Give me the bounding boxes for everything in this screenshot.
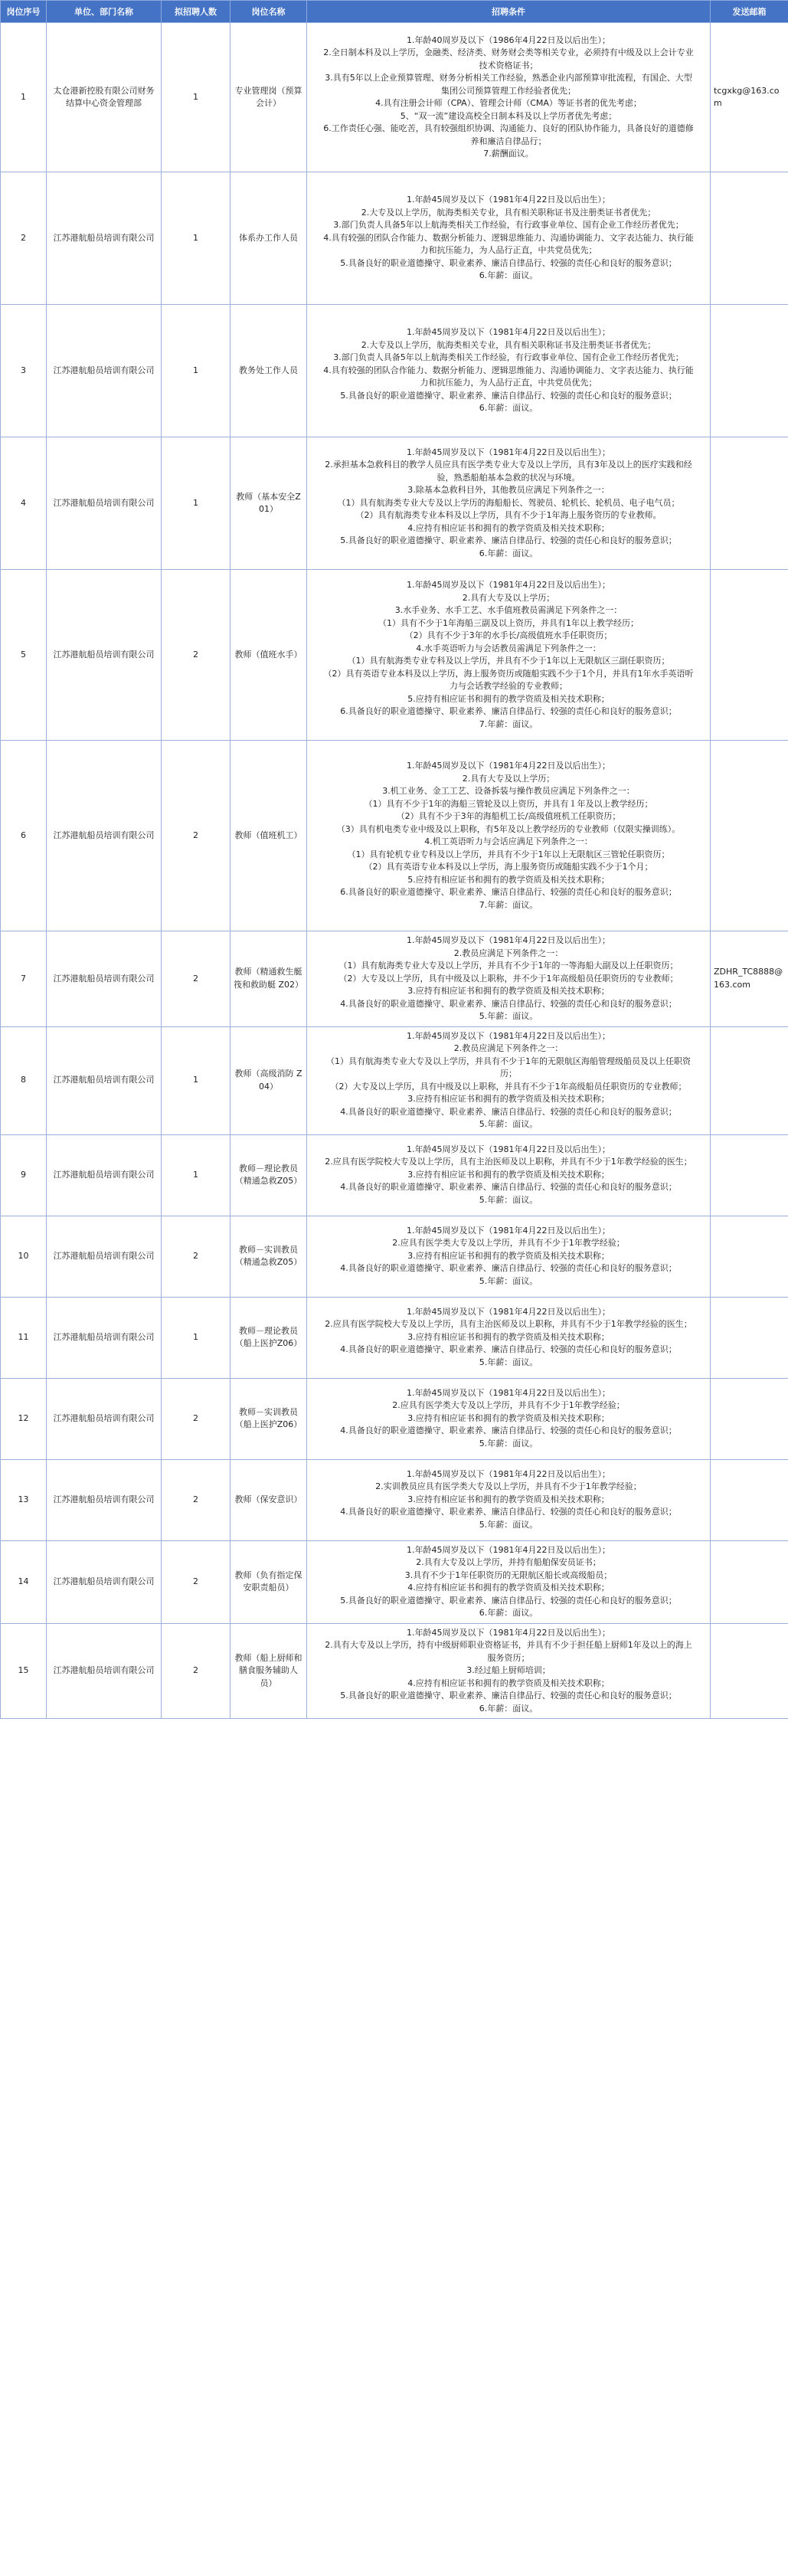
cell-email [711, 1459, 788, 1540]
requirement-line: 4.具备良好的职业道德操守、职业素养、廉洁自律品行、较强的责任心和良好的服务意识； [340, 1507, 677, 1517]
requirement-line: 6.具备良好的职业道德操守、职业素养、廉洁自律品行、较强的责任心和良好的服务意识； [340, 706, 677, 716]
requirement-line: （1）具有航海类专业大专及以上学历，并具有不少于1年的无限航区海船管理级船员及以上任职资历； [326, 1056, 691, 1079]
requirement-line: （2）大专及以上学历，具有中级及以上职称，并具有不少于1年高级船员任职资历的专业教师； [330, 1081, 687, 1092]
cell-unit: 江苏港航船员培训有限公司 [47, 437, 162, 570]
requirement-line: 6.具备良好的职业道德操守、职业素养、廉洁自律品行、较强的责任心和良好的服务意识； [340, 887, 677, 897]
cell-position-name: 教务处工作人员 [231, 305, 307, 437]
cell-headcount: 1 [162, 23, 231, 172]
requirement-line: （2）具有航海类专业本科及以上学历，具有不少于1年海上服务资历的专业教师。 [355, 510, 662, 521]
requirement-line: 3.应持有相应证书和拥有的教学资质及相关技术职称； [407, 1494, 610, 1504]
table-row [1, 1378, 788, 1459]
cell-position-name: 体系办工作人员 [231, 172, 307, 305]
requirement-line: 4.具备良好的职业道德操守、职业素养、廉洁自律品行、较强的责任心和良好的服务意识； [340, 1344, 677, 1355]
requirement-line: 5.年薪：面议。 [479, 1119, 538, 1129]
requirement-line: （1）具有不少于1年海船三副及以上资历，并具有1年以上教学经历； [378, 617, 639, 628]
requirement-line: 5.年薪：面议。 [479, 1438, 538, 1448]
table-row [1, 1623, 788, 1719]
cell-unit: 江苏港航船员培训有限公司 [47, 1378, 162, 1459]
cell-headcount: 2 [162, 570, 231, 741]
cell-email[interactable]: tcgxkg@163.com [711, 23, 788, 172]
requirement-line: 2.应具有医学类大专及以上学历，并具有不少于1年教学经验； [392, 1238, 625, 1249]
requirement-line: 3.应持有相应证书和拥有的教学资质及相关技术职称； [407, 986, 610, 996]
cell-headcount: 1 [162, 1134, 231, 1216]
requirement-line: 3.具有5年以上企业预算管理、财务分析相关工作经验，熟悉企业内部预算审批流程，有国企、大型集团公司预算管理工作经验者优先； [325, 73, 692, 96]
requirement-line: 6.年薪：面议。 [479, 548, 538, 558]
cell-position-no: 8 [1, 1026, 47, 1134]
cell-email [711, 741, 788, 931]
cell-position-no: 9 [1, 1134, 47, 1216]
cell-position-name: 教师－理论教员（精通急救Z05） [231, 1134, 307, 1216]
requirement-line: （2）大专及以上学历，具有中级及以上职称，并不少于1年高级船员任职资历的专业教师； [338, 973, 678, 984]
cell-unit: 江苏港航船员培训有限公司 [47, 1134, 162, 1216]
cell-position-no: 1 [1, 23, 47, 172]
cell-headcount: 1 [162, 1026, 231, 1134]
requirement-line: 5.应持有相应证书和拥有的教学资质及相关技术职称； [407, 874, 610, 885]
cell-email [711, 1134, 788, 1216]
requirement-line: 1.年龄45周岁及以下（1981年4月22日及以后出生）； [407, 1030, 610, 1041]
requirement-line: 3.具有不少于1年任职资历的无限航区船长或高级船员； [404, 1569, 613, 1580]
table-row [1, 1134, 788, 1216]
cell-headcount: 2 [162, 1459, 231, 1540]
cell-position-name: 教师（值班水手） [231, 570, 307, 741]
requirement-line: 3.应持有相应证书和拥有的教学资质及相关技术职称； [407, 1250, 610, 1261]
requirement-line: 4.具有较强的团队合作能力、数据分析能力、逻辑思维能力、沟通协调能力、文字表达能力、执行能力和抗压能力，为人品行正直，中共党员优先； [323, 365, 694, 388]
requirement-line: 4.具备良好的职业道德操守、职业素养、廉洁自律品行、较强的责任心和良好的服务意识； [340, 1182, 677, 1193]
cell-position-name: 教师－实训教员（精通急救Z05） [231, 1216, 307, 1297]
cell-headcount: 1 [162, 305, 231, 437]
requirement-line: 5.具备良好的职业道德操守、职业素养、廉洁自律品行、较强的责任心和良好的服务意识； [340, 257, 677, 268]
requirement-line: （1）具有航海类专业大专及以上学历，并具有不少于1年的一等海船大副及以上任职资历； [338, 961, 678, 971]
cell-email [711, 172, 788, 305]
header-row [1, 1, 788, 23]
cell-email [711, 570, 788, 741]
cell-headcount: 1 [162, 1297, 231, 1378]
cell-headcount: 2 [162, 1378, 231, 1459]
cell-unit: 江苏港航船员培训有限公司 [47, 1459, 162, 1540]
header-position-no: 岗位序号 [1, 1, 47, 23]
cell-position-name: 教师（船上厨师和膳食服务辅助人员） [231, 1623, 307, 1719]
cell-position-no: 10 [1, 1216, 47, 1297]
requirement-line: 4.具有注册会计师（CPA）、管理会计师（CMA）等证书者的优先考虑； [375, 98, 642, 108]
table-row [1, 1540, 788, 1623]
table-row [1, 1216, 788, 1297]
requirement-line: 5.应持有相应证书和拥有的教学资质及相关技术职称； [407, 693, 610, 704]
requirement-line: 1.年龄45周岁及以下（1981年4月22日及以后出生）； [407, 935, 610, 945]
cell-requirements [307, 437, 711, 570]
cell-requirements [307, 931, 711, 1027]
cell-email [711, 1026, 788, 1134]
table-row [1, 570, 788, 741]
cell-position-no: 4 [1, 437, 47, 570]
cell-position-no: 14 [1, 1540, 47, 1623]
table-row [1, 741, 788, 931]
requirement-line: 2.具有大专及以上学历； [462, 773, 555, 784]
cell-headcount: 1 [162, 437, 231, 570]
cell-unit: 太仓港新控股有限公司财务结算中心资金管理部 [47, 23, 162, 172]
requirement-line: 1.年龄45周岁及以下（1981年4月22日及以后出生）； [407, 447, 610, 457]
header-requirements: 招聘条件 [307, 1, 711, 23]
requirement-line: 5.年薪：面议。 [479, 1357, 538, 1367]
requirement-line: 2.大专及以上学历，航海类相关专业，具有相关职称证书及注册类证书者优先； [361, 207, 656, 218]
requirement-line: 6.年薪：面议。 [479, 1608, 538, 1618]
cell-email [711, 1540, 788, 1623]
requirement-line: （2）具有英语专业本科及以上学历，海上服务资历或随船实践不少于1个月，并具有1年水手英语听力与会话教学经验的专业教师； [323, 668, 694, 691]
cell-headcount: 2 [162, 1540, 231, 1623]
requirement-line: 7.年薪：面议。 [479, 718, 538, 729]
requirement-line: 5.年薪：面议。 [479, 1194, 538, 1205]
table-row [1, 1297, 788, 1378]
requirement-line: 2.大专及以上学历，航海类相关专业，具有相关职称证书及注册类证书者优先； [361, 339, 656, 350]
cell-requirements [307, 1459, 711, 1540]
requirement-line: 4.具备良好的职业道德操守、职业素养、廉洁自律品行、较强的责任心和良好的服务意识； [340, 1263, 677, 1274]
requirement-line: 2.承担基本急救科目的教学人员应具有医学类专业大专及以上学历，具有3年及以上的医疗实践和经验，熟悉船舶基本急救的状况与环境。 [325, 460, 692, 483]
cell-unit: 江苏港航船员培训有限公司 [47, 1297, 162, 1378]
requirement-line: 1.年龄40周岁及以下（1986年4月22日及以后出生）； [407, 34, 610, 45]
requirement-line: 3.机工业务、金工工艺、设备拆装与操作教员应满足下列条件之一： [382, 786, 635, 796]
cell-email [711, 1216, 788, 1297]
cell-headcount: 2 [162, 931, 231, 1027]
requirement-line: 7.年薪：面议。 [479, 899, 538, 910]
requirement-line: 1.年龄45周岁及以下（1981年4月22日及以后出生）； [407, 195, 610, 205]
requirement-line: 6.工作责任心强、能吃苦，具有较强组织协调、沟通能力、良好的团队协作能力，具备良好的道德修养和廉洁自律品行； [323, 123, 694, 146]
requirement-line: 1.年龄45周岁及以下（1981年4月22日及以后出生）； [407, 761, 610, 771]
cell-requirements [307, 305, 711, 437]
requirement-line: 1.年龄45周岁及以下（1981年4月22日及以后出生）； [407, 580, 610, 590]
cell-unit: 江苏港航船员培训有限公司 [47, 1623, 162, 1719]
requirement-line: 1.年龄45周岁及以下（1981年4月22日及以后出生）； [407, 1387, 610, 1398]
requirement-line: 4.具备良好的职业道德操守、职业素养、廉洁自律品行、较强的责任心和良好的服务意识； [340, 998, 677, 1009]
requirement-line: 3.应持有相应证书和拥有的教学资质及相关技术职称； [407, 1169, 610, 1180]
requirement-line: 4.具备良好的职业道德操守、职业素养、廉洁自律品行、较强的责任心和良好的服务意识； [340, 1106, 677, 1117]
requirement-line: 5.年薪：面议。 [479, 1275, 538, 1286]
cell-requirements [307, 741, 711, 931]
cell-position-no: 15 [1, 1623, 47, 1719]
requirement-line: 4.应持有相应证书和拥有的教学资质及相关技术职称； [407, 1583, 610, 1592]
cell-position-name: 教师（保安意识） [231, 1459, 307, 1540]
cell-requirements [307, 1134, 711, 1216]
requirement-line: 2.具有大专及以上学历，持有中级厨师职业资格证书，并具有不少于担任船上厨师1年及以上的海上服务资历； [325, 1640, 692, 1663]
requirement-line: 2.应具有医学院校大专及以上学历，具有主治医师及以上职称，并具有不少于1年教学经验的医生； [325, 1319, 692, 1330]
cell-requirements [307, 1378, 711, 1459]
table-row [1, 437, 788, 570]
cell-email [711, 305, 788, 437]
requirement-line: （1）具有不少于1年的海船三管轮及以上资历，并具有１年及以上教学经历； [364, 798, 653, 809]
cell-position-no: 5 [1, 570, 47, 741]
requirement-line: 2.具有大专及以上学历； [462, 592, 555, 603]
cell-position-no: 6 [1, 741, 47, 931]
requirement-line: （2）具有英语专业本科及以上学历，海上服务资历或随船实践不少于1个月； [364, 862, 653, 872]
cell-unit: 江苏港航船员培训有限公司 [47, 1540, 162, 1623]
cell-position-name: 教师（基本安全Z01） [231, 437, 307, 570]
requirement-line: 2.应具有医学类大专及以上学历，并具有不少于1年教学经验； [392, 1400, 625, 1411]
cell-position-name: 教师－实训教员（船上医护Z06） [231, 1378, 307, 1459]
requirement-line: 3.水手业务、水手工艺、水手值班教员需满足下列条件之一： [394, 605, 623, 615]
requirement-line: 6.年薪：面议。 [479, 270, 538, 281]
requirement-line: 5、“双一流”建设高校全日制本科及以上学历者优先考虑； [400, 110, 617, 121]
requirement-line: 1.年龄45周岁及以下（1981年4月22日及以后出生）； [407, 1627, 610, 1638]
requirement-line: 4.具有较强的团队合作能力、数据分析能力、逻辑思维能力、沟通协调能力、文字表达能力、执行能力和抗压能力，为人品行正直，中共党员优先； [323, 232, 694, 256]
requirement-line: 1.年龄45周岁及以下（1981年4月22日及以后出生）； [407, 1468, 610, 1479]
requirement-line: 1.年龄45周岁及以下（1981年4月22日及以后出生）； [407, 1225, 610, 1236]
cell-email [711, 1378, 788, 1459]
cell-headcount: 2 [162, 1216, 231, 1297]
cell-position-name: 教师－理论教员（船上医护Z06） [231, 1297, 307, 1378]
cell-requirements [307, 1216, 711, 1297]
requirement-line: 2.全日制本科及以上学历，金融类、经济类、财务财会类等相关专业，必须持有中级及以上会计专业技术资格证书； [323, 47, 694, 70]
cell-requirements [307, 23, 711, 172]
cell-position-no: 11 [1, 1297, 47, 1378]
cell-unit: 江苏港航船员培训有限公司 [47, 1216, 162, 1297]
cell-email[interactable]: ZDHR_TC8888@163.com [711, 931, 788, 1027]
requirement-line: 2.教员应满足下列条件之一： [453, 948, 564, 958]
requirement-line: 5.年薪：面议。 [479, 1011, 538, 1021]
requirement-line: 1.年龄45周岁及以下（1981年4月22日及以后出生）； [407, 1306, 610, 1317]
requirement-line: 5.具备良好的职业道德操守、职业素养、廉洁自律品行、较强的责任心和良好的服务意识； [340, 390, 677, 401]
cell-position-no: 13 [1, 1459, 47, 1540]
requirement-line: 2.实训教员应具有医学类大专及以上学历，并具有不少于1年教学经验； [375, 1481, 642, 1492]
cell-requirements [307, 570, 711, 741]
requirement-line: （2）具有不少于3年的海船机工长/高级值班机工任职资历； [396, 811, 621, 821]
requirement-line: 3.经过船上厨师培训； [466, 1665, 551, 1675]
requirement-line: 3.应持有相应证书和拥有的教学资质及相关技术职称； [407, 1094, 610, 1104]
requirement-line: 6.年薪：面议。 [479, 403, 538, 414]
requirement-line: 1.年龄45周岁及以下（1981年4月22日及以后出生）； [407, 327, 610, 338]
table-row [1, 305, 788, 437]
cell-headcount: 1 [162, 172, 231, 305]
cell-unit: 江苏港航船员培训有限公司 [47, 1026, 162, 1134]
cell-unit: 江苏港航船员培训有限公司 [47, 931, 162, 1027]
cell-requirements [307, 1623, 711, 1719]
requirement-line: 3.部门负责人具备5年以上航海类相关工作经验，有行政事业单位、国有企业工作经历者优先； [333, 220, 684, 231]
table-row [1, 23, 788, 172]
cell-requirements [307, 1297, 711, 1378]
requirement-line: 1.年龄45周岁及以下（1981年4月22日及以后出生）； [407, 1144, 610, 1154]
header-unit: 单位、部门名称 [47, 1, 162, 23]
requirement-line: 5.年薪：面议。 [479, 1519, 538, 1530]
cell-unit: 江苏港航船员培训有限公司 [47, 172, 162, 305]
cell-unit: 江苏港航船员培训有限公司 [47, 570, 162, 741]
cell-position-no: 12 [1, 1378, 47, 1459]
requirement-line: 2.应具有医学院校大专及以上学历，具有主治医师及以上职称，并具有不少于1年教学经验的医生； [325, 1157, 692, 1167]
header-email: 发送邮箱 [711, 1, 788, 23]
requirement-line: （1）具有航海类专业大专及以上学历的海船船长、驾驶员、轮机长、轮机员、电子电气员； [337, 497, 680, 508]
requirement-line: （1）具有轮机专业专科及以上学历，并具有不少于1年以上无限航区三管轮任职资历； [347, 849, 670, 859]
table-row [1, 1026, 788, 1134]
cell-unit: 江苏港航船员培训有限公司 [47, 741, 162, 931]
requirement-line: 3.除基本急救科目外，其他教员应满足下列条件之一： [407, 485, 610, 496]
requirement-line: 2.具有大专及以上学历，并持有船舶保安员证书； [416, 1557, 601, 1567]
cell-position-name: 教师（负有指定保安职责船员） [231, 1540, 307, 1623]
requirement-line: 3.部门负责人具备5年以上航海类相关工作经验，有行政事业单位、国有企业工作经历者优先； [333, 352, 684, 363]
requirement-line: 7.薪酬面议。 [483, 149, 534, 159]
cell-position-no: 3 [1, 305, 47, 437]
requirement-line: （2）具有不少于3年的水手长/高级值班水手任职资历； [404, 630, 613, 640]
cell-email [711, 1297, 788, 1378]
cell-requirements [307, 172, 711, 305]
requirement-line: 5.具备良好的职业道德操守、职业素养、廉洁自律品行、较强的责任心和良好的服务意识； [340, 535, 677, 546]
requirement-line: 4.具备良好的职业道德操守、职业素养、廉洁自律品行、较强的责任心和良好的服务意识； [340, 1425, 677, 1436]
cell-position-name: 教师（值班机工） [231, 741, 307, 931]
cell-position-name: 教师（精通救生艇筏和救助艇 Z02） [231, 931, 307, 1027]
cell-requirements [307, 1540, 711, 1623]
requirement-line: （1）具有航海类专业专科及以上学历，并具有不少于1年以上无限航区三副任职资历； [347, 656, 670, 666]
table-row [1, 931, 788, 1027]
requirement-line: 4.应持有相应证书和拥有的教学资质及相关技术职称； [407, 1678, 610, 1688]
requirement-line: 5.具备良好的职业道德操守、职业素养、廉洁自律品行、较强的责任心和良好的服务意识； [340, 1691, 677, 1700]
cell-position-name: 专业管理岗（预算会计） [231, 23, 307, 172]
header-position-name: 岗位名称 [231, 1, 307, 23]
cell-position-no: 2 [1, 172, 47, 305]
cell-requirements [307, 1026, 711, 1134]
requirement-line: 4.水手英语听力与会话教员需满足下列条件之一： [416, 643, 601, 653]
requirement-line: 2.教员应满足下列条件之一： [453, 1043, 564, 1053]
requirement-line: 1.年龄45周岁及以下（1981年4月22日及以后出生）； [407, 1544, 610, 1555]
requirement-line: 5.具备良好的职业道德操守、职业素养、廉洁自律品行、较强的责任心和良好的服务意识； [340, 1595, 677, 1605]
requirement-line: 3.应持有相应证书和拥有的教学资质及相关技术职称； [407, 1331, 610, 1342]
requirement-line: 4.应持有相应证书和拥有的教学资质及相关技术职称； [407, 522, 610, 533]
requirement-line: （3）具有机电类专业中级及以上职称，有5年及以上教学经历的专业教师（仅限实操训练）。 [336, 823, 681, 834]
cell-headcount: 2 [162, 741, 231, 931]
header-headcount: 拟招聘人数 [162, 1, 231, 23]
cell-headcount: 2 [162, 1623, 231, 1719]
cell-email [711, 1623, 788, 1719]
cell-email [711, 437, 788, 570]
cell-position-no: 7 [1, 931, 47, 1027]
requirement-line: 4.机工英语听力与会话应满足下列条件之一： [424, 836, 593, 846]
requirement-line: 3.应持有相应证书和拥有的教学资质及相关技术职称； [407, 1412, 610, 1423]
requirement-line: 6.年薪：面议。 [479, 1703, 538, 1714]
table-row [1, 172, 788, 305]
cell-position-name: 教师（高级消防 Z04） [231, 1026, 307, 1134]
cell-unit: 江苏港航船员培训有限公司 [47, 305, 162, 437]
table-row [1, 1459, 788, 1540]
